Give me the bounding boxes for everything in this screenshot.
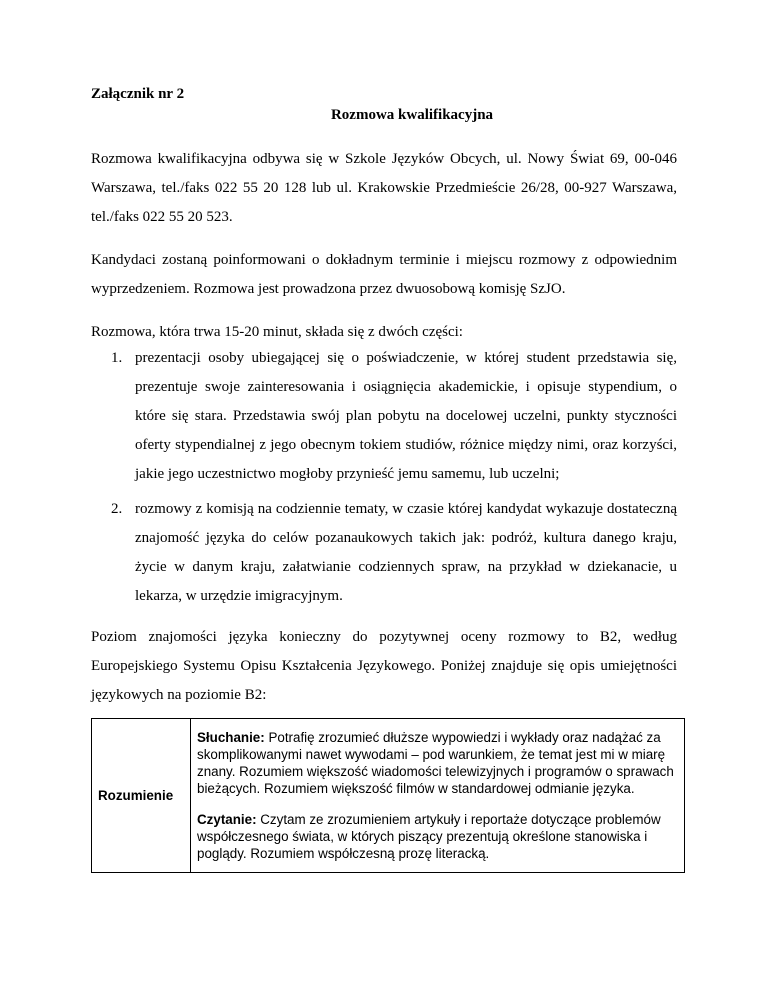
row-header-understanding: Rozumienie xyxy=(92,719,191,873)
interview-parts-list xyxy=(91,344,677,617)
list-item-text: prezentacji osoby ubiegającej się o poświadczenie, w której student przedstawia się, prezentuje swoje zainteresowania i osiągnięcia akademickie, i opisuje stypendium, o które się stara. Przedstawia swój plan pobytu na docelowej uczelni, punkty styczności oferty stypendialnej z jego obecnym tokiem studiów, różnice między nimi, oraz korzyści, jakie jego uczestnictwo mogłoby przynieść jemu samemu, lub uczelni; xyxy=(135,350,677,482)
reading-description xyxy=(197,811,678,862)
reading-label: Czytanie: xyxy=(197,812,257,827)
list-item xyxy=(91,344,677,489)
paragraph-duration: Rozmowa, która trwa 15-20 minut, składa się z dwóch części: xyxy=(91,324,463,340)
annex-label: Załącznik nr 2 xyxy=(91,86,185,102)
paragraph-level: Poziom znajomości języka konieczny do pozytywnej oceny rozmowy to B2, według Europejskiego Systemu Opisu Kształcenia Językowego. Poniżej znajduje się opis umiejętności językowych na poziomie B2: xyxy=(91,629,677,703)
listening-text: Potrafię zrozumieć dłuższe wypowiedzi i wykłady oraz nadążać za skomplikowanymi nawet wywodami – pod warunkiem, że temat jest mi w miarę znany. Rozumiem większość wiadomości telewizyjnych i programów o sprawach bieżących. Rozumiem większość filmów w standardowej odmianie języka. xyxy=(197,730,674,796)
paragraph-notification: Kandydaci zostaną poinformowani o dokładnym terminie i miejscu rozmowy z odpowiednim wyprzedzeniem. Rozmowa jest prowadzona przez dwuosobową komisję SzJO. xyxy=(91,252,677,297)
skills-description-cell xyxy=(191,719,685,873)
table-row xyxy=(92,719,685,873)
b2-skills-table xyxy=(91,718,685,873)
list-item-number: 1. xyxy=(111,350,123,366)
listening-description xyxy=(197,729,678,797)
listening-label: Słuchanie: xyxy=(197,730,265,745)
list-item-number: 2. xyxy=(111,501,123,517)
list-item xyxy=(91,495,677,611)
reading-text: Czytam ze zrozumieniem artykuły i reportaże dotyczące problemów współczesnego świata, w których piszący prezentują określone stanowiska i poglądy. Rozumiem współczesną prozę literacką. xyxy=(197,812,661,861)
list-item-text: rozmowy z komisją na codziennie tematy, w czasie której kandydat wykazuje dostateczną znajomość języka do celów pozanaukowych takich jak: podróż, kultura danego kraju, życie w danym kraju, załatwianie codziennych spraw, na przykład w dziekanacie, u lekarza, w urzędzie imigracyjnym. xyxy=(135,501,677,604)
paragraph-location: Rozmowa kwalifikacyjna odbywa się w Szkole Języków Obcych, ul. Nowy Świat 69, 00-046 Warszawa, tel./faks 022 55 20 128 lub ul. Krakowskie Przedmieście 26/28, 00-927 Warszawa, tel./faks 022 55 20 523. xyxy=(91,151,677,225)
document-title: Rozmowa kwalifikacyjna xyxy=(330,107,494,123)
